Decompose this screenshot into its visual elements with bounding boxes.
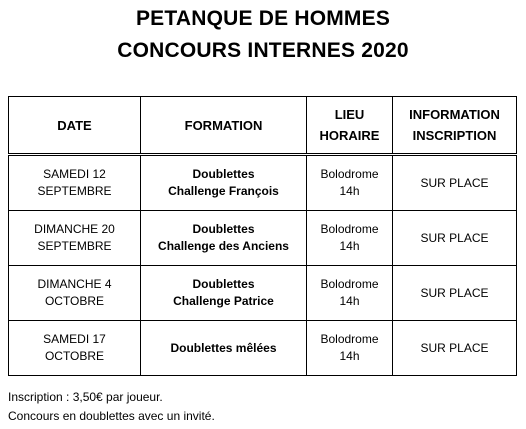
cell-inscription: SUR PLACE xyxy=(393,321,517,376)
cell-formation xyxy=(141,211,307,266)
lieu-text: Bolodrome xyxy=(320,277,379,291)
lieu-text: Bolodrome xyxy=(320,222,379,236)
schedule-table xyxy=(8,96,517,376)
cell-formation xyxy=(141,321,307,376)
lieu-text: Bolodrome xyxy=(320,332,379,346)
horaire-text: 14h xyxy=(339,184,360,198)
cell-lieu-horaire xyxy=(307,266,393,321)
cell-lieu-horaire xyxy=(307,211,393,266)
table-row xyxy=(9,211,517,266)
note-format: Concours en doublettes avec un invité. xyxy=(8,409,215,423)
table-row xyxy=(9,321,517,376)
formation-type: Doublettes xyxy=(192,167,255,181)
date-month: OCTOBRE xyxy=(44,349,105,363)
cell-inscription: SUR PLACE xyxy=(393,266,517,321)
header-lieu-label: LIEU xyxy=(334,107,365,122)
date-day: SAMEDI 17 xyxy=(43,332,106,346)
formation-type: Doublettes xyxy=(192,277,255,291)
lieu-text: Bolodrome xyxy=(320,167,379,181)
table-row xyxy=(9,266,517,321)
cell-date xyxy=(9,321,141,376)
page-subtitle: CONCOURS INTERNES 2020 xyxy=(117,39,409,62)
formation-type: Doublettes xyxy=(192,222,255,236)
table-header-row xyxy=(9,97,517,155)
cell-inscription: SUR PLACE xyxy=(393,155,517,211)
horaire-text: 14h xyxy=(339,294,360,308)
header-date: DATE xyxy=(9,97,141,155)
header-information-inscription xyxy=(393,97,517,155)
header-inscription-label: INSCRIPTION xyxy=(412,128,497,143)
date-month: SEPTEMBRE xyxy=(37,184,112,198)
date-month: SEPTEMBRE xyxy=(37,239,112,253)
cell-date xyxy=(9,266,141,321)
header-lieu-horaire xyxy=(307,97,393,155)
cell-date xyxy=(9,211,141,266)
date-day: DIMANCHE 4 xyxy=(37,277,112,291)
horaire-text: 14h xyxy=(339,239,360,253)
formation-type: Doublettes mêlées xyxy=(170,340,277,355)
formation-challenge: Challenge des Anciens xyxy=(158,239,289,253)
cell-inscription: SUR PLACE xyxy=(393,211,517,266)
cell-formation xyxy=(141,266,307,321)
page-title: PETANQUE DE HOMMES xyxy=(135,7,391,30)
horaire-text: 14h xyxy=(339,349,360,363)
header-information-label: INFORMATION xyxy=(409,107,500,122)
note-inscription-price: Inscription : 3,50€ par joueur. xyxy=(8,390,163,404)
cell-date xyxy=(9,155,141,211)
cell-lieu-horaire xyxy=(307,321,393,376)
table-row xyxy=(9,155,517,211)
date-month: OCTOBRE xyxy=(44,294,105,308)
formation-challenge: Challenge Patrice xyxy=(173,294,274,308)
header-formation: FORMATION xyxy=(141,97,307,155)
header-horaire-label: HORAIRE xyxy=(319,128,380,143)
cell-formation xyxy=(141,155,307,211)
cell-lieu-horaire xyxy=(307,155,393,211)
formation-challenge: Challenge François xyxy=(168,184,279,198)
date-day: SAMEDI 12 xyxy=(43,167,106,181)
date-day: DIMANCHE 20 xyxy=(34,222,115,236)
